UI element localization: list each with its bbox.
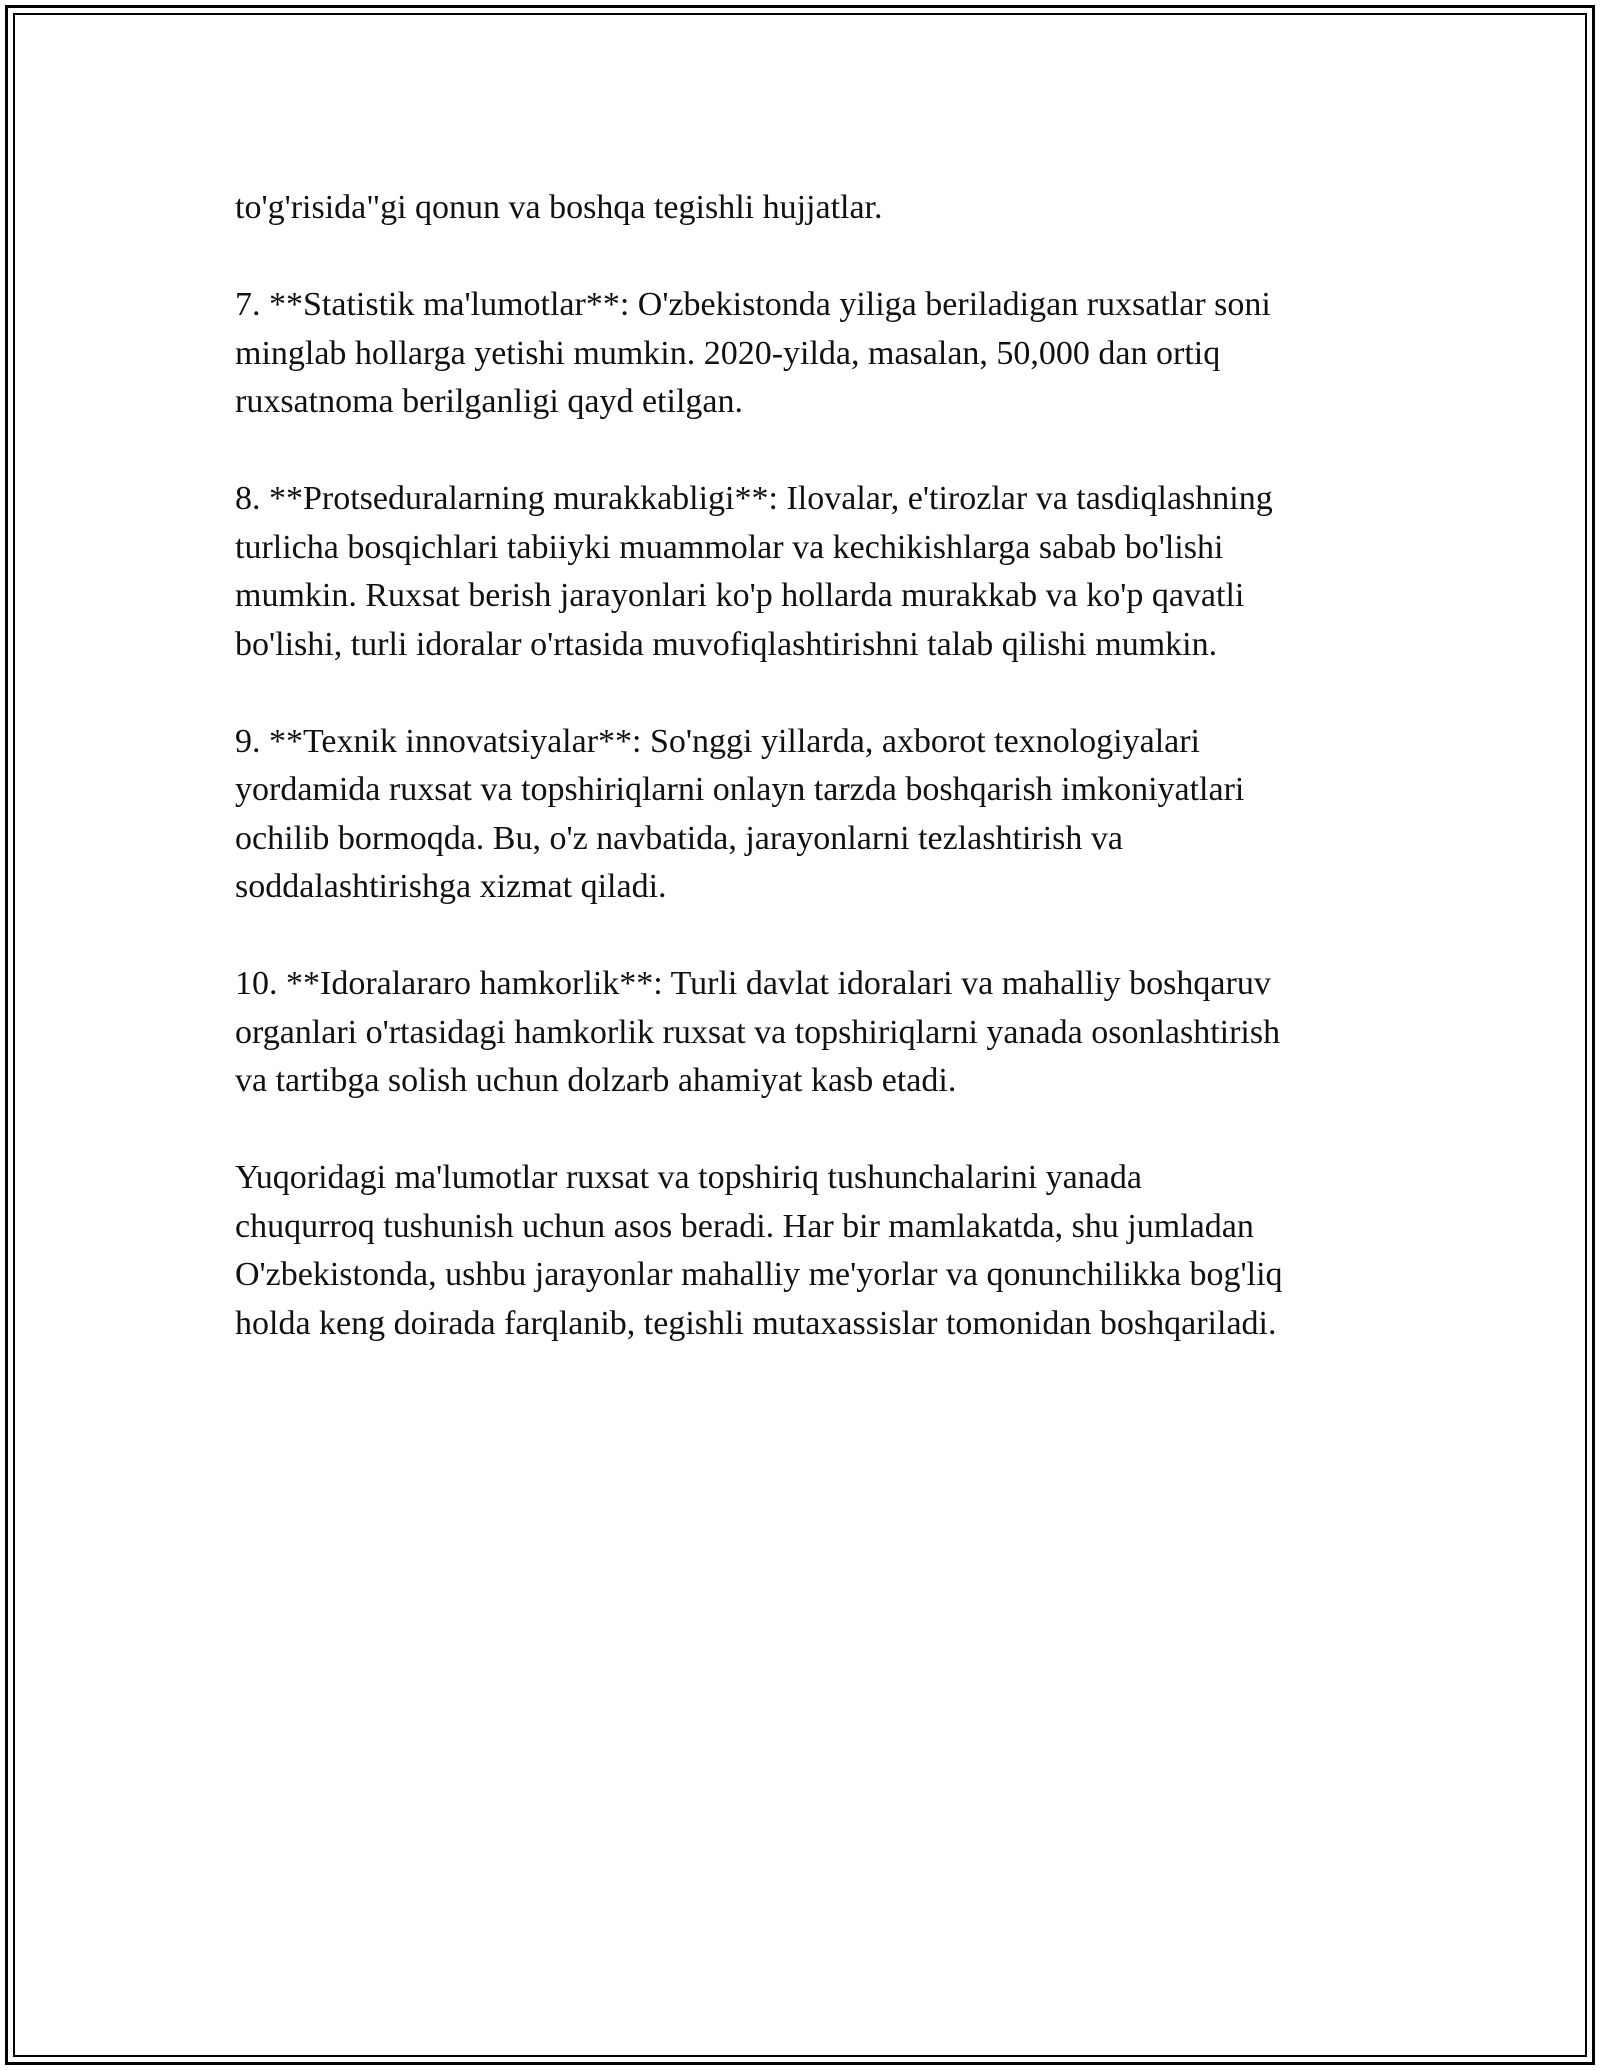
paragraph-statistics: 7. **Statistik ma'lumotlar**: O'zbekistonda yiliga beriladigan ruxsatlar soni minglab hollarga yetishi mumkin. 2020-yilda, masalan, 50,000 dan ortiq ruxsatnoma berilganligi qayd etilgan. xyxy=(235,286,1271,420)
paragraph-law-continuation: to'g'risida"gi qonun va boshqa tegishli hujjatlar. xyxy=(235,189,883,226)
paragraph-technical-innovations: 9. **Texnik innovatsiyalar**: So'nggi yillarda, axborot texnologiyalari yordamida ruxsat va topshiriqlarni onlayn tarzda boshqarish imkoniyatlari ochilib bormoqda. Bu, o'z navbatida, jarayonlarni tezlashtirish va soddalashtirishga xizmat qiladi. xyxy=(235,722,1245,905)
document-body xyxy=(235,184,1385,1348)
paragraph-conclusion: Yuqoridagi ma'lumotlar ruxsat va topshiriq tushunchalarini yanada chuqurroq tushunish uchun asos beradi. Har bir mamlakatda, shu jumladan O'zbekistonda, ushbu jarayonlar mahalliy me'yorlar va qonunchilikka bog'liq holda keng doirada farqlanib, tegishli mutaxassislar tomonidan boshqariladi. xyxy=(235,1159,1283,1342)
paragraph-interagency-cooperation: 10. **Idoralararo hamkorlik**: Turli davlat idoralari va mahalliy boshqaruv organlari o'rtasidagi hamkorlik ruxsat va topshiriqlarni yanada osonlashtirish va tartibga solish uchun dolzarb ahamiyat kasb etadi. xyxy=(235,965,1281,1099)
paragraph-procedure-complexity: 8. **Protseduralarning murakkabligi**: Ilovalar, e'tirozlar va tasdiqlashning turlicha bosqichlari tabiiyki muammolar va kechikishlarga sabab bo'lishi mumkin. Ruxsat berish jarayonlari ko'p hollarda murakkab va ko'p qavatli bo'lishi, turli idoralar o'rtasida muvofiqlashtirishni talab qilishi mumkin. xyxy=(235,480,1273,663)
